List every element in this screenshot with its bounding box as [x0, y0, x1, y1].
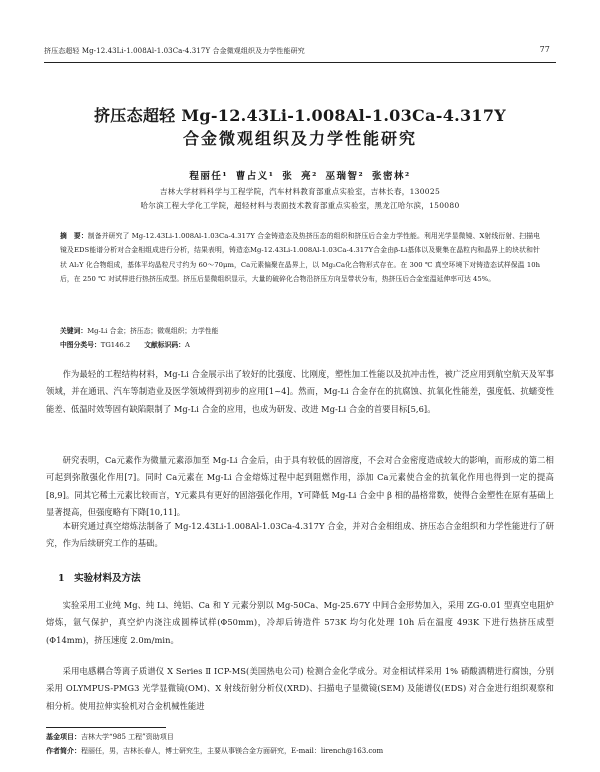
- body-paragraph-2: 研究表明，Ca元素作为微量元素添加至 Mg-Li 合金后，由于具有较低的固溶度，不会对合金密度造成较大的影响，而形成的第二相可起到弥散强化作用[7]。同时 Ca元素在 Mg-Li 合金熔炼过程中起到阻燃作用，添加 Ca元素使合金的抗氧化作用也得到一定的提高[8,9]。同其它稀土元素比较而言，Y元素具有更好的固溶强化作用，Y可降低 Mg-Li 合金中 β 相的晶格常数，使得合金塑性在原有基础上显著提高，但强度略有下降[10,11]。: [46, 455, 554, 517]
- fund-label: 基金项目：: [46, 732, 81, 741]
- abstract-label: 摘 要：: [60, 232, 88, 240]
- doc-code-label: 文献标识码：: [144, 341, 185, 349]
- title-line-1: 挤压态超轻 Mg-12.43Li-1.008Al-1.03Ca-4.317Y: [93, 106, 507, 125]
- body-paragraph-1: 作为最轻的工程结构材料，Mg-Li 合金展示出了较好的比强度、比刚度，塑性加工性能以及抗冲击性，被广泛应用到航空航天及军事领域，并在通讯、汽车等制造业及医学领域得到初步的应用[1~4]。然而，Mg-Li 合金存在的抗腐蚀、抗氧化性能差，强度低、抗蠕变性能差、低温时效等固有缺陷限制了 Mg-Li 合金的应用，也成为研发、改进 Mg-Li 合金的首要目标[5,6]。: [46, 369, 554, 414]
- title-line-2: 合金微观组织及力学性能研究: [182, 129, 417, 148]
- affiliation-2: 哈尔滨工程大学化工学院，超轻材料与表面技术教育部重点实验室，黑龙江哈尔滨，150080: [140, 201, 460, 210]
- fund-text: 吉林大学“985 工程”资助项目: [81, 733, 174, 741]
- section-heading: 1 实验材料及方法: [58, 573, 141, 584]
- author-bio-text: 程丽任，男，吉林长春人，博士研究生，主要从事镁合金方面研究，E-mail：lirench@163.com: [81, 747, 384, 755]
- footnote-fund: [46, 732, 554, 742]
- page-number: 77: [539, 45, 550, 54]
- header-rule: [44, 62, 556, 63]
- keywords: [60, 324, 540, 338]
- clc-label: 中图分类号：: [60, 341, 101, 349]
- body-paragraph-3: 本研究通过真空熔炼法制备了 Mg-12.43Li-1.008Al-1.03Ca-4.317Y 合金，并对合金相组成、挤压态合金组织和力学性能进行了研究，作为后续研究工作的基础。: [46, 521, 554, 549]
- keywords-label: 关键词：: [60, 327, 88, 335]
- keywords-text: Mg-Li 合金；挤压态；微观组织；力学性能: [87, 327, 219, 335]
- body-paragraph-5: 采用电感耦合等离子质谱仪 X Series Ⅱ ICP-MS(美国热电公司) 检测合金化学成分。对金相试样采用 1% 硝酸酒精进行腐蚀，分别采用 OLYMPUS-PMG3 光学显微镜(OM)、X 射线衍射分析仪(XRD)、扫描电子显微镜(SEM) 及能谱仪(EDS) 对合金进行组织观察和相分析。使用拉伸实验机对合金机械性能进: [46, 666, 554, 711]
- clc-value: TG146.2: [100, 341, 131, 349]
- doc-code-value: A: [184, 341, 190, 349]
- running-head: [44, 46, 556, 60]
- footnote-author: [46, 746, 554, 756]
- running-title: 挤压态超轻 Mg-12.43Li-1.008Al-1.03Ca-4.317Y 合金微观组织及力学性能研究: [44, 47, 305, 55]
- footnote-rule: [46, 727, 166, 728]
- abstract: [60, 229, 540, 286]
- body-paragraph-4: 实验采用工业纯 Mg、纯 Li、纯铝、Ca 和 Y 元素分别以 Mg-50Ca、Mg-25.67Y 中间合金形势加入，采用 ZG-0.01 型真空电阻炉熔炼，氩气保护，真空炉内浇注成圆棒试样(Φ50mm)，冷却后铸造件 573K 均匀化处理 10h 后在温度 493K 下进行热挤压成型(Φ14mm)，挤压速度 2.0m/min。: [46, 600, 554, 645]
- affiliation-1: 吉林大学材料科学与工程学院，汽车材料教育部重点实验室，吉林长春，130025: [159, 187, 441, 196]
- classification: [60, 338, 540, 352]
- author-bio-label: 作者简介：: [46, 746, 81, 755]
- authors: 程丽任¹ 曹占义¹ 张 亮² 巫瑞智² 张密林²: [189, 171, 411, 182]
- abstract-text: 制备并研究了 Mg-12.43Li-1.008Al-1.03Ca-4.317Y 合金铸造态及热挤压态的组织和挤压后合金力学性能。利用光学显微镜、X射线衍射、扫描电镜及EDS能谱分析对合金相组成进行分析，结果表明，铸造态Mg-12.43Li-1.008Al-1.03Ca-4.317Y合金由β-Li基体以及聚集在晶粒内和晶界上的块状和针状 Al₂Y 化合物组成，基体平均晶粒尺寸约为 60～70μm，Ca元素偏聚在晶界上，以 Mg₂Ca化合物形式存在。在 300 ℃ 真空环境下对铸造态试样保温 10h后，在 250 ℃ 对试样进行热挤压成型。挤压后显微组织显示，大量的破碎化合物沿挤压方向呈带状分布，热挤压后合金室温延伸率可达 45%。: [60, 232, 540, 283]
